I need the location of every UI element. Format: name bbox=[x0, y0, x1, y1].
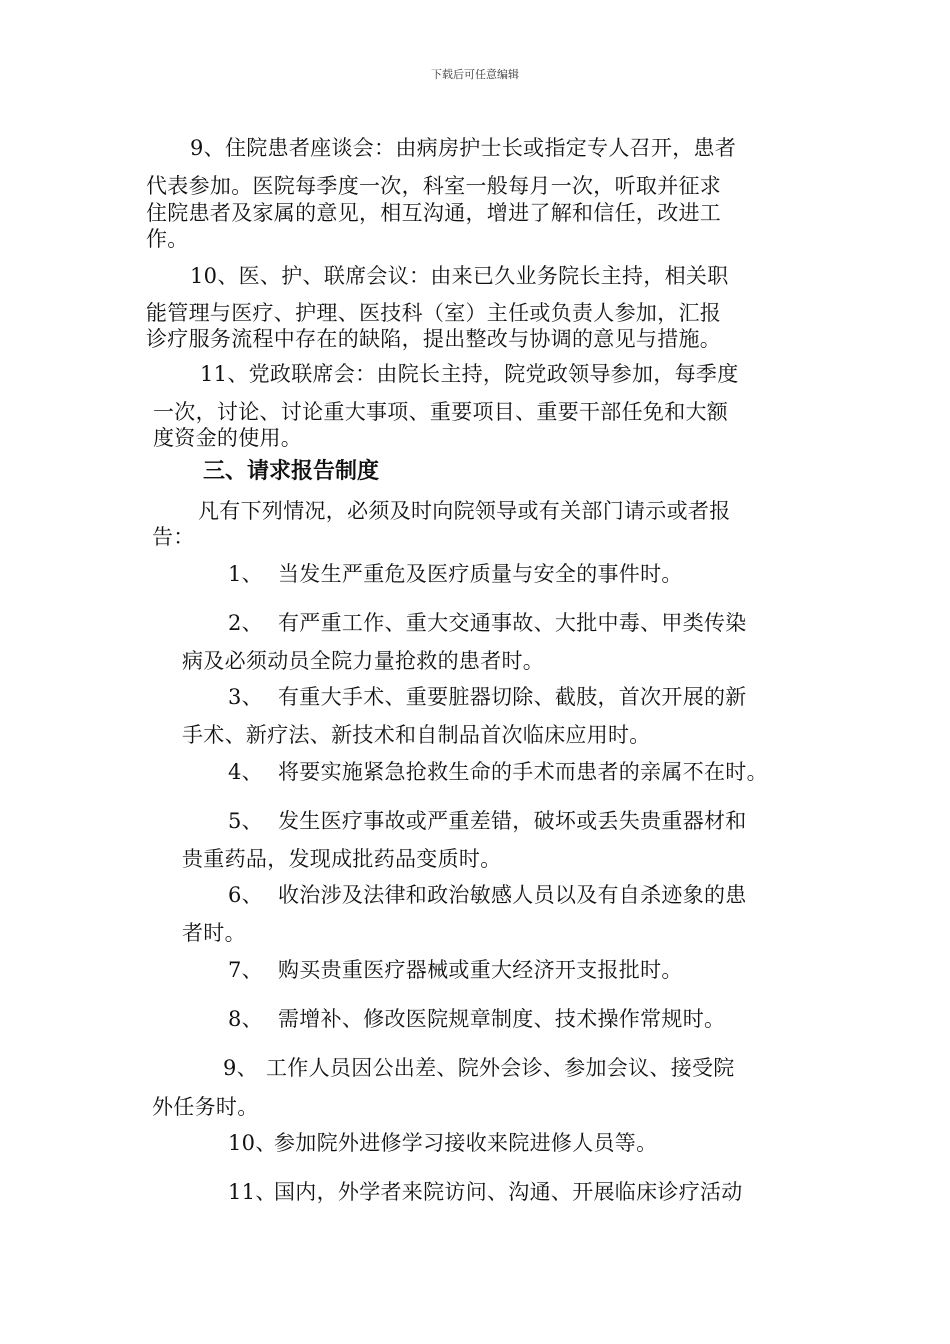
list-item-number: 1、 bbox=[228, 562, 263, 586]
list-item-text: 国内，外学者来院访问、沟通、开展临床诊疗活动 bbox=[274, 1180, 743, 1204]
list-item-text: 需增补、修改医院规章制度、技术操作常规时。 bbox=[278, 1007, 726, 1031]
item11-line-1: 11、党政联席会：由院长主持，院党政领导参加，每季度 bbox=[200, 362, 739, 386]
item9-line-3: 住院患者及家属的意见，相互沟通，增进了解和信任，改进工 bbox=[146, 201, 722, 225]
list-item-text: 参加院外进修学习接收来院进修人员等。 bbox=[274, 1131, 658, 1155]
item11-line-3: 度资金的使用。 bbox=[153, 426, 303, 450]
list-item-text: 者时。 bbox=[182, 921, 246, 945]
list-item-text: 收治涉及法律和政治敏感人员以及有自杀迹象的患 bbox=[278, 883, 747, 907]
list-item-text: 有严重工作、重大交通事故、大批中毒、甲类传染 bbox=[278, 611, 747, 635]
list-item-text: 当发生严重危及医疗质量与安全的事件时。 bbox=[278, 562, 683, 586]
header-note: 下载后可任意编辑 bbox=[431, 68, 519, 81]
list-item-number: 11、 bbox=[228, 1180, 277, 1204]
item9-line-1: 9、住院患者座谈会：由病房护士长或指定专人召开，患者 bbox=[190, 136, 737, 160]
list-item-text: 有重大手术、重要脏器切除、截肢，首次开展的新 bbox=[278, 685, 747, 709]
item10-line-3: 诊疗服务流程中存在的缺陷，提出整改与协调的意见与措施。 bbox=[146, 327, 722, 351]
list-item-text: 发生医疗事故或严重差错，破坏或丢失贵重器材和 bbox=[278, 809, 747, 833]
intro-line-1: 凡有下列情况，必须及时向院领导或有关部门请示或者报 bbox=[198, 499, 731, 523]
list-item-text: 贵重药品，发现成批药品变质时。 bbox=[182, 847, 502, 871]
list-item-number: 9、 bbox=[223, 1056, 258, 1080]
item9-line-4: 作。 bbox=[146, 227, 189, 251]
list-item-text: 将要实施紧急抢救生命的手术而患者的亲属不在时。 bbox=[278, 760, 768, 784]
list-item-text: 外任务时。 bbox=[152, 1095, 259, 1119]
list-item-number: 6、 bbox=[228, 883, 263, 907]
list-item-number: 10、 bbox=[228, 1131, 277, 1155]
item9-line-2: 代表参加。医院每季度一次，科室一般每月一次，听取并征求 bbox=[146, 174, 722, 198]
list-item-number: 4、 bbox=[228, 760, 263, 784]
list-item-number: 7、 bbox=[228, 958, 263, 982]
list-item-number: 8、 bbox=[228, 1007, 263, 1031]
list-item-text: 手术、新疗法、新技术和自制品首次临床应用时。 bbox=[182, 723, 651, 747]
list-item-number: 3、 bbox=[228, 685, 263, 709]
intro-line-2: 告： bbox=[152, 525, 195, 549]
section-heading: 三、请求报告制度 bbox=[203, 459, 380, 484]
list-item-text: 购买贵重医疗器械或重大经济开支报批时。 bbox=[278, 958, 683, 982]
item10-line-1: 10、医、护、联席会议：由来已久业务院长主持，相关职 bbox=[190, 264, 729, 288]
list-item-number: 5、 bbox=[228, 809, 263, 833]
list-item-text: 工作人员因公出差、院外会诊、参加会议、接受院 bbox=[266, 1056, 735, 1080]
list-item-text: 病及必须动员全院力量抢救的患者时。 bbox=[182, 649, 545, 673]
item10-line-2: 能管理与医疗、护理、医技科（室）主任或负责人参加，汇报 bbox=[146, 301, 722, 325]
list-item-number: 2、 bbox=[228, 611, 263, 635]
item11-line-2: 一次，讨论、讨论重大事项、重要项目、重要干部任免和大额 bbox=[153, 400, 729, 424]
